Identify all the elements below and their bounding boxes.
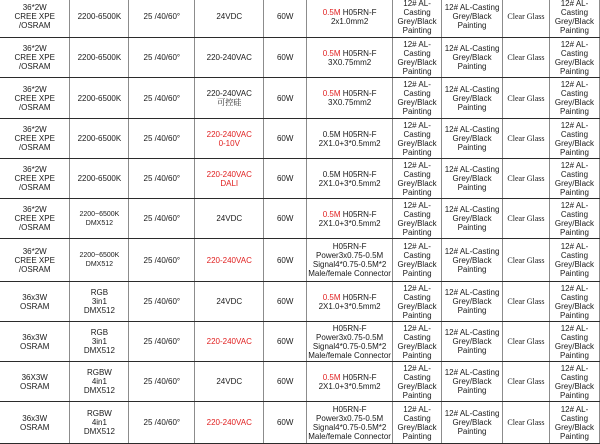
cable-cell bbox=[307, 38, 393, 78]
body-material-cell: 12# AL-Casting Grey/Black Painting bbox=[442, 78, 503, 119]
power-cell: 60W bbox=[264, 0, 307, 38]
lens-cell: Clear Glass bbox=[503, 0, 550, 38]
voltage-cell: 24VDC bbox=[195, 282, 264, 322]
lens-cell: Clear Glass bbox=[503, 199, 550, 239]
cable-text: H05RN-F 3X0.75mm2 bbox=[328, 48, 377, 67]
bracket-cell: 12# AL-Casting Grey/Black Painting bbox=[549, 38, 599, 78]
cable-cell bbox=[307, 402, 393, 444]
cable-cell bbox=[307, 119, 393, 159]
housing-cell: 12# AL- Casting Grey/Black Painting bbox=[393, 38, 442, 78]
cable-cell bbox=[307, 322, 393, 362]
body-material-cell: 12# AL-Casting Grey/Black Painting bbox=[442, 38, 503, 78]
housing-cell: 12# AL- Casting Grey/Black Painting bbox=[393, 119, 442, 159]
lens-cell: Clear Glass bbox=[503, 239, 550, 282]
table-row bbox=[0, 402, 600, 444]
color-temp-cell: 2200~6500K DMX512 bbox=[70, 239, 129, 282]
cable-cell bbox=[307, 282, 393, 322]
table-row bbox=[0, 78, 600, 119]
color-temp-cell: 2200-6500K bbox=[70, 38, 129, 78]
cable-text: H05RN-F 3X0.75mm2 bbox=[328, 89, 377, 107]
cable-text: 0.5M bbox=[322, 89, 341, 98]
housing-cell: 12# AL- Casting Grey/Black Painting bbox=[393, 159, 442, 199]
cable-cell bbox=[307, 239, 393, 282]
voltage-cell: 220-240VAC 可控硅 bbox=[195, 78, 264, 119]
cable-text: 0.5M bbox=[322, 372, 341, 382]
housing-cell: 12# AL- Casting Grey/Black Painting bbox=[393, 78, 442, 119]
cable-text: H05RN-F 2x1.0mm2 bbox=[330, 7, 377, 26]
cable-text: H05RN-F 2X1.0+3*0.5mm2 bbox=[318, 372, 381, 391]
lens-cell: Clear Glass bbox=[503, 119, 550, 159]
voltage-cell: 220-240VAC bbox=[195, 239, 264, 282]
led-spec-cell: 36*2W CREE XPE /OSRAM bbox=[0, 239, 70, 282]
lens-cell: Clear Glass bbox=[503, 78, 550, 119]
body-material-cell: 12# AL-Casting Grey/Black Painting bbox=[442, 0, 503, 38]
voltage-cell: 24VDC bbox=[195, 0, 264, 38]
bracket-cell: 12# AL-Casting Grey/Black Painting bbox=[549, 282, 599, 322]
voltage-cell: 24VDC bbox=[195, 362, 264, 402]
color-temp-cell: 2200-6500K bbox=[70, 119, 129, 159]
beam-angle-cell: 25 /40/60° bbox=[129, 239, 195, 282]
led-spec-cell: 36*2W CREE XPE /OSRAM bbox=[0, 0, 70, 38]
power-cell: 60W bbox=[264, 78, 307, 119]
led-spec-cell: 36*2W CREE XPE /OSRAM bbox=[0, 38, 70, 78]
beam-angle-cell: 25 /40/60° bbox=[129, 78, 195, 119]
voltage-cell: 220-240VAC bbox=[195, 322, 264, 362]
housing-cell: 12# AL- Casting Grey/Black Painting bbox=[393, 282, 442, 322]
housing-cell: 12# AL- Casting Grey/Black Painting bbox=[393, 199, 442, 239]
bracket-cell: 12# AL-Casting Grey/Black Painting bbox=[549, 322, 599, 362]
voltage-cell: 220-240VAC bbox=[195, 38, 264, 78]
led-spec-cell: 36x3W OSRAM bbox=[0, 402, 70, 444]
table-row bbox=[0, 322, 600, 362]
power-cell: 60W bbox=[264, 282, 307, 322]
beam-angle-cell: 25 /40/60° bbox=[129, 282, 195, 322]
lens-cell: Clear Glass bbox=[503, 159, 550, 199]
power-cell: 60W bbox=[264, 402, 307, 444]
cable-text: 0.5M bbox=[322, 209, 341, 219]
beam-angle-cell: 25 /40/60° bbox=[129, 402, 195, 444]
table-row bbox=[0, 362, 600, 402]
housing-cell: 12# AL- Casting Grey/Black Painting bbox=[393, 402, 442, 444]
cable-text: 0.5M bbox=[322, 292, 341, 302]
body-material-cell: 12# AL-Casting Grey/Black Painting bbox=[442, 119, 503, 159]
power-cell: 60W bbox=[264, 159, 307, 199]
power-cell: 60W bbox=[264, 239, 307, 282]
color-temp-cell: 2200-6500K bbox=[70, 78, 129, 119]
table-row bbox=[0, 159, 600, 199]
power-cell: 60W bbox=[264, 362, 307, 402]
cable-cell bbox=[307, 199, 393, 239]
beam-angle-cell: 25 /40/60° bbox=[129, 199, 195, 239]
table-row bbox=[0, 38, 600, 78]
housing-cell: 12# AL- Casting Grey/Black Painting bbox=[393, 322, 442, 362]
cable-text: H05RN-F Power3x0.75-0.5M Signal4*0.75-0.5M*2 Male/female Connector bbox=[308, 242, 391, 278]
led-spec-cell: 36*2W CREE XPE /OSRAM bbox=[0, 78, 70, 119]
led-spec-cell: 36x3W OSRAM bbox=[0, 322, 70, 362]
beam-angle-cell: 25 /40/60° bbox=[129, 119, 195, 159]
housing-cell: 12# AL- Casting Grey/Black Painting bbox=[393, 362, 442, 402]
beam-angle-cell: 25 /40/60° bbox=[129, 38, 195, 78]
table-row bbox=[0, 119, 600, 159]
power-cell: 60W bbox=[264, 322, 307, 362]
cable-text: 0.5M H05RN-F 2X1.0+3*0.5mm2 bbox=[318, 169, 381, 188]
housing-cell: 12# AL- Casting Grey/Black Painting bbox=[393, 239, 442, 282]
cable-text: H05RN-F 2X1.0+3*0.5mm2 bbox=[318, 292, 381, 311]
table-row bbox=[0, 282, 600, 322]
led-spec-cell: 36x3W OSRAM bbox=[0, 282, 70, 322]
bracket-cell: 12# AL-Casting Grey/Black Painting bbox=[549, 78, 599, 119]
cable-text: H05RN-F Power3x0.75-0.5M Signal4*0.75-0.5M*2 Male/female Connector bbox=[308, 323, 391, 360]
lens-cell: Clear Glass bbox=[503, 38, 550, 78]
body-material-cell: 12# AL-Casting Grey/Black Painting bbox=[442, 322, 503, 362]
beam-angle-cell: 25 /40/60° bbox=[129, 0, 195, 38]
power-cell: 60W bbox=[264, 199, 307, 239]
body-material-cell: 12# AL-Casting Grey/Black Painting bbox=[442, 402, 503, 444]
beam-angle-cell: 25 /40/60° bbox=[129, 362, 195, 402]
beam-angle-cell: 25 /40/60° bbox=[129, 159, 195, 199]
lens-cell: Clear Glass bbox=[503, 402, 550, 444]
voltage-cell: 220-240VAC bbox=[195, 402, 264, 444]
cable-text: 0.5M H05RN-F 2X1.0+3*0.5mm2 bbox=[318, 129, 381, 148]
voltage-cell: 220-240VAC 0-10V bbox=[195, 119, 264, 159]
bracket-cell: 12# AL-Casting Grey/Black Painting bbox=[549, 0, 599, 38]
voltage-cell: 220-240VAC DALI bbox=[195, 159, 264, 199]
body-material-cell: 12# AL-Casting Grey/Black Painting bbox=[442, 199, 503, 239]
table-row bbox=[0, 199, 600, 239]
color-temp-cell: RGBW 4in1 DMX512 bbox=[70, 402, 129, 444]
table-row bbox=[0, 239, 600, 282]
cable-text: H05RN-F Power3x0.75-0.5M Signal4*0.75-0.5M*2 Male/female Connector bbox=[308, 404, 391, 441]
cable-cell bbox=[307, 362, 393, 402]
color-temp-cell: RGB 3in1 DMX512 bbox=[70, 282, 129, 322]
body-material-cell: 12# AL-Casting Grey/Black Painting bbox=[442, 362, 503, 402]
cable-text: H05RN-F 2X1.0+3*0.5mm2 bbox=[318, 209, 381, 228]
body-material-cell: 12# AL-Casting Grey/Black Painting bbox=[442, 282, 503, 322]
power-cell: 60W bbox=[264, 38, 307, 78]
bracket-cell: 12# AL-Casting Grey/Black Painting bbox=[549, 362, 599, 402]
color-temp-cell: RGB 3in1 DMX512 bbox=[70, 322, 129, 362]
bracket-cell: 12# AL-Casting Grey/Black Painting bbox=[549, 239, 599, 282]
color-temp-cell: 2200-6500K bbox=[70, 159, 129, 199]
led-spec-cell: 36*2W CREE XPE /OSRAM bbox=[0, 159, 70, 199]
body-material-cell: 12# AL-Casting Grey/Black Painting bbox=[442, 239, 503, 282]
bracket-cell: 12# AL-Casting Grey/Black Painting bbox=[549, 119, 599, 159]
table-row bbox=[0, 0, 600, 38]
led-spec-cell: 36*2W CREE XPE /OSRAM bbox=[0, 199, 70, 239]
bracket-cell: 12# AL-Casting Grey/Black Painting bbox=[549, 159, 599, 199]
cable-cell bbox=[307, 159, 393, 199]
voltage-cell: 24VDC bbox=[195, 199, 264, 239]
lens-cell: Clear Glass bbox=[503, 322, 550, 362]
body-material-cell: 12# AL-Casting Grey/Black Painting bbox=[442, 159, 503, 199]
led-spec-cell: 36X3W OSRAM bbox=[0, 362, 70, 402]
power-cell: 60W bbox=[264, 119, 307, 159]
bracket-cell: 12# AL-Casting Grey/Black Painting bbox=[549, 402, 599, 444]
color-temp-cell: 2200~6500K DMX512 bbox=[70, 199, 129, 239]
lens-cell: Clear Glass bbox=[503, 362, 550, 402]
color-temp-cell: 2200-6500K bbox=[70, 0, 129, 38]
cable-text: 0.5M bbox=[322, 48, 341, 58]
beam-angle-cell: 25 /40/60° bbox=[129, 322, 195, 362]
led-spec-cell: 36*2W CREE XPE /OSRAM bbox=[0, 119, 70, 159]
housing-cell: 12# AL- Casting Grey/Black Painting bbox=[393, 0, 442, 38]
cable-cell bbox=[307, 0, 393, 38]
cable-text: 0.5M bbox=[322, 7, 341, 17]
color-temp-cell: RGBW 4in1 DMX512 bbox=[70, 362, 129, 402]
bracket-cell: 12# AL-Casting Grey/Black Painting bbox=[549, 199, 599, 239]
cable-cell bbox=[307, 78, 393, 119]
lens-cell: Clear Glass bbox=[503, 282, 550, 322]
